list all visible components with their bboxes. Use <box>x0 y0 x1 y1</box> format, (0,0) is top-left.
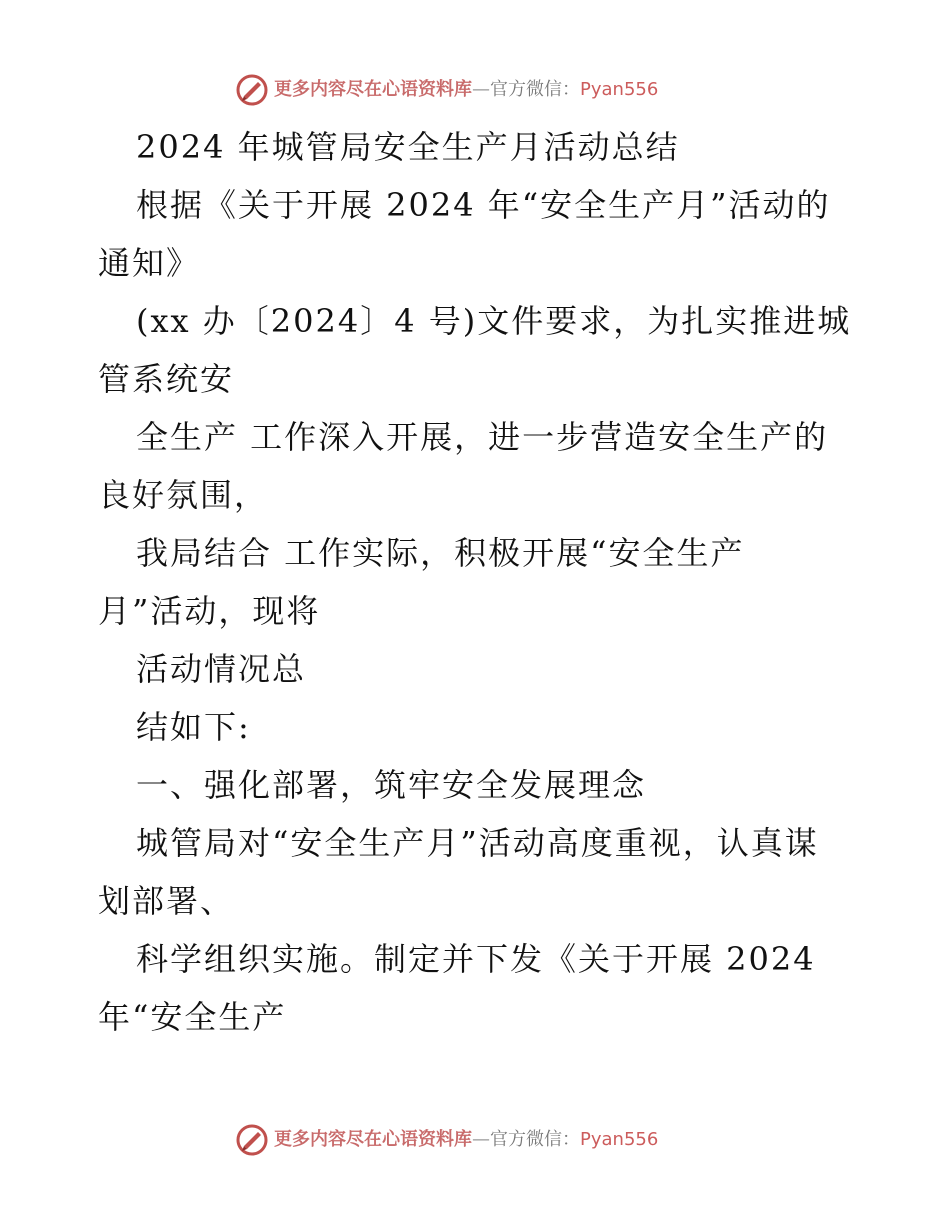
watermark-text <box>274 78 658 102</box>
watermark-brand: 更多内容尽在心语资料库 <box>274 1129 472 1150</box>
body-line: 科学组织实施。制定并下发《关于开展 2024 <box>136 940 816 978</box>
body-line: 结如下: <box>136 708 251 746</box>
body-line: 月”活动，现将 <box>98 592 321 630</box>
watermark-dash: — <box>472 1129 490 1150</box>
watermark-wechat-id: Pyan556 <box>580 1129 659 1150</box>
body-line: 活动情况总 <box>136 650 307 688</box>
watermark-wechat-id: Pyan556 <box>580 79 659 100</box>
body-line: 通知》 <box>98 244 201 282</box>
body-line: 良好氛围， <box>98 476 269 514</box>
body-line: 根据《关于开展 2024 年“安全生产月”活动的 <box>136 186 831 224</box>
watermark-dash: — <box>472 79 490 100</box>
pen-seal-icon <box>234 72 270 108</box>
body-line: 管系统安 <box>98 360 235 398</box>
body-line: 年“安全生产 <box>98 998 287 1036</box>
document-title: 2024 年城管局安全生产月活动总结 <box>136 128 680 166</box>
watermark-official-label: 官方微信： <box>490 1129 580 1150</box>
body-line: 全生产 工作深入开展，进一步营造安全生产的 <box>136 418 829 456</box>
body-line: 我局结合 工作实际，积极开展“安全生产 <box>136 534 745 572</box>
header-watermark <box>0 70 950 110</box>
watermark-official-label: 官方微信： <box>490 79 580 100</box>
body-line: (xx 办〔2024〕4 号)文件要求，为扎实推进城 <box>136 302 852 340</box>
pen-seal-icon <box>234 1122 270 1158</box>
body-line: 城管局对“安全生产月”活动高度重视，认真谋 <box>136 824 819 862</box>
watermark-text <box>274 1128 658 1152</box>
footer-watermark <box>0 1120 950 1160</box>
body-line: 划部署、 <box>98 882 235 920</box>
watermark-brand: 更多内容尽在心语资料库 <box>274 79 472 100</box>
section-heading: 一、强化部署，筑牢安全发展理念 <box>136 766 647 804</box>
